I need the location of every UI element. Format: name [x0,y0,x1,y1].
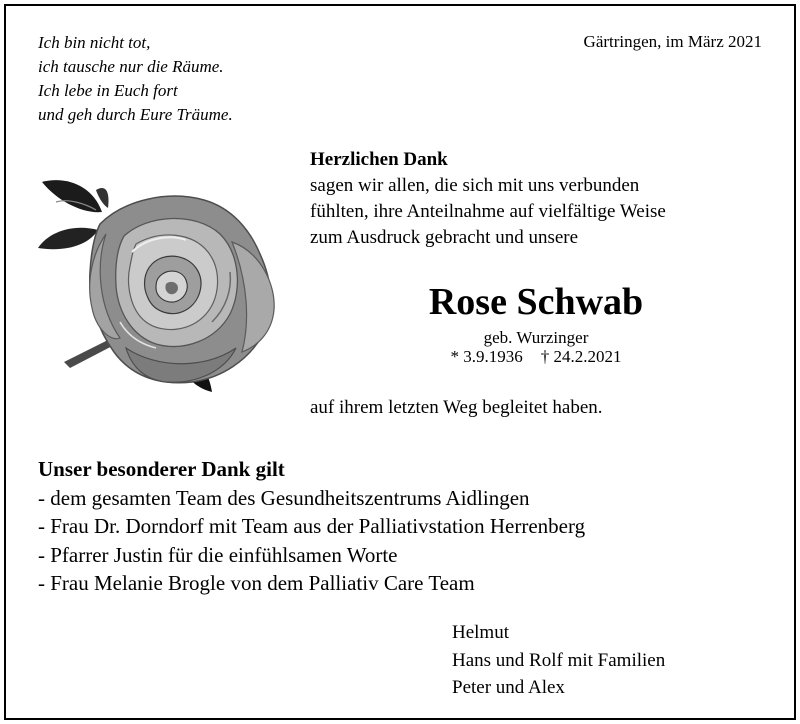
signature-line: Peter und Alex [452,677,565,698]
special-thanks-item: - dem gesamten Team des Gesundheitszentrums Aidlingen [38,485,530,510]
special-thanks-item: - Pfarrer Justin für die einfühlsamen Worte [38,542,398,567]
thanks-block [310,147,666,251]
poem-line: Ich bin nicht tot, [38,33,151,52]
special-thanks [38,455,585,598]
thanks-line: fühlten, ihre Anteilnahme auf vielfältige Weise [310,201,666,222]
rose-image [36,172,284,394]
deceased-name: Rose Schwab [428,281,644,323]
poem-line: und geh durch Eure Träume. [38,105,233,124]
thanks-line: zum Ausdruck gebracht und unsere [310,227,579,248]
life-dates [310,346,762,368]
signature-line: Helmut [452,622,509,643]
special-thanks-item: - Frau Dr. Dorndorf mit Team aus der Palliativstation Herrenberg [38,514,586,538]
place-date: Gärtringen, im März 2021 [583,32,762,51]
thanks-line: sagen wir allen, die sich mit uns verbunden [310,175,640,196]
death-date: † 24.2.2021 [540,347,622,366]
special-thanks-heading: Unser besonderer Dank gilt [38,457,285,481]
poem-line: Ich lebe in Euch fort [38,81,178,100]
farewell-line: auf ihrem letzten Weg begleitet haben. [310,397,603,418]
poem [38,31,233,127]
signature-line: Hans und Rolf mit Familien [452,649,666,671]
maiden-name: geb. Wurzinger [483,328,589,347]
special-thanks-item: - Frau Melanie Brogle von dem Palliativ Care Team [38,571,475,595]
signatures [452,619,665,702]
thanks-heading: Herzlichen Dank [310,149,448,170]
birth-date: * 3.9.1936 [450,347,523,366]
poem-line: ich tausche nur die Räume. [38,57,224,76]
